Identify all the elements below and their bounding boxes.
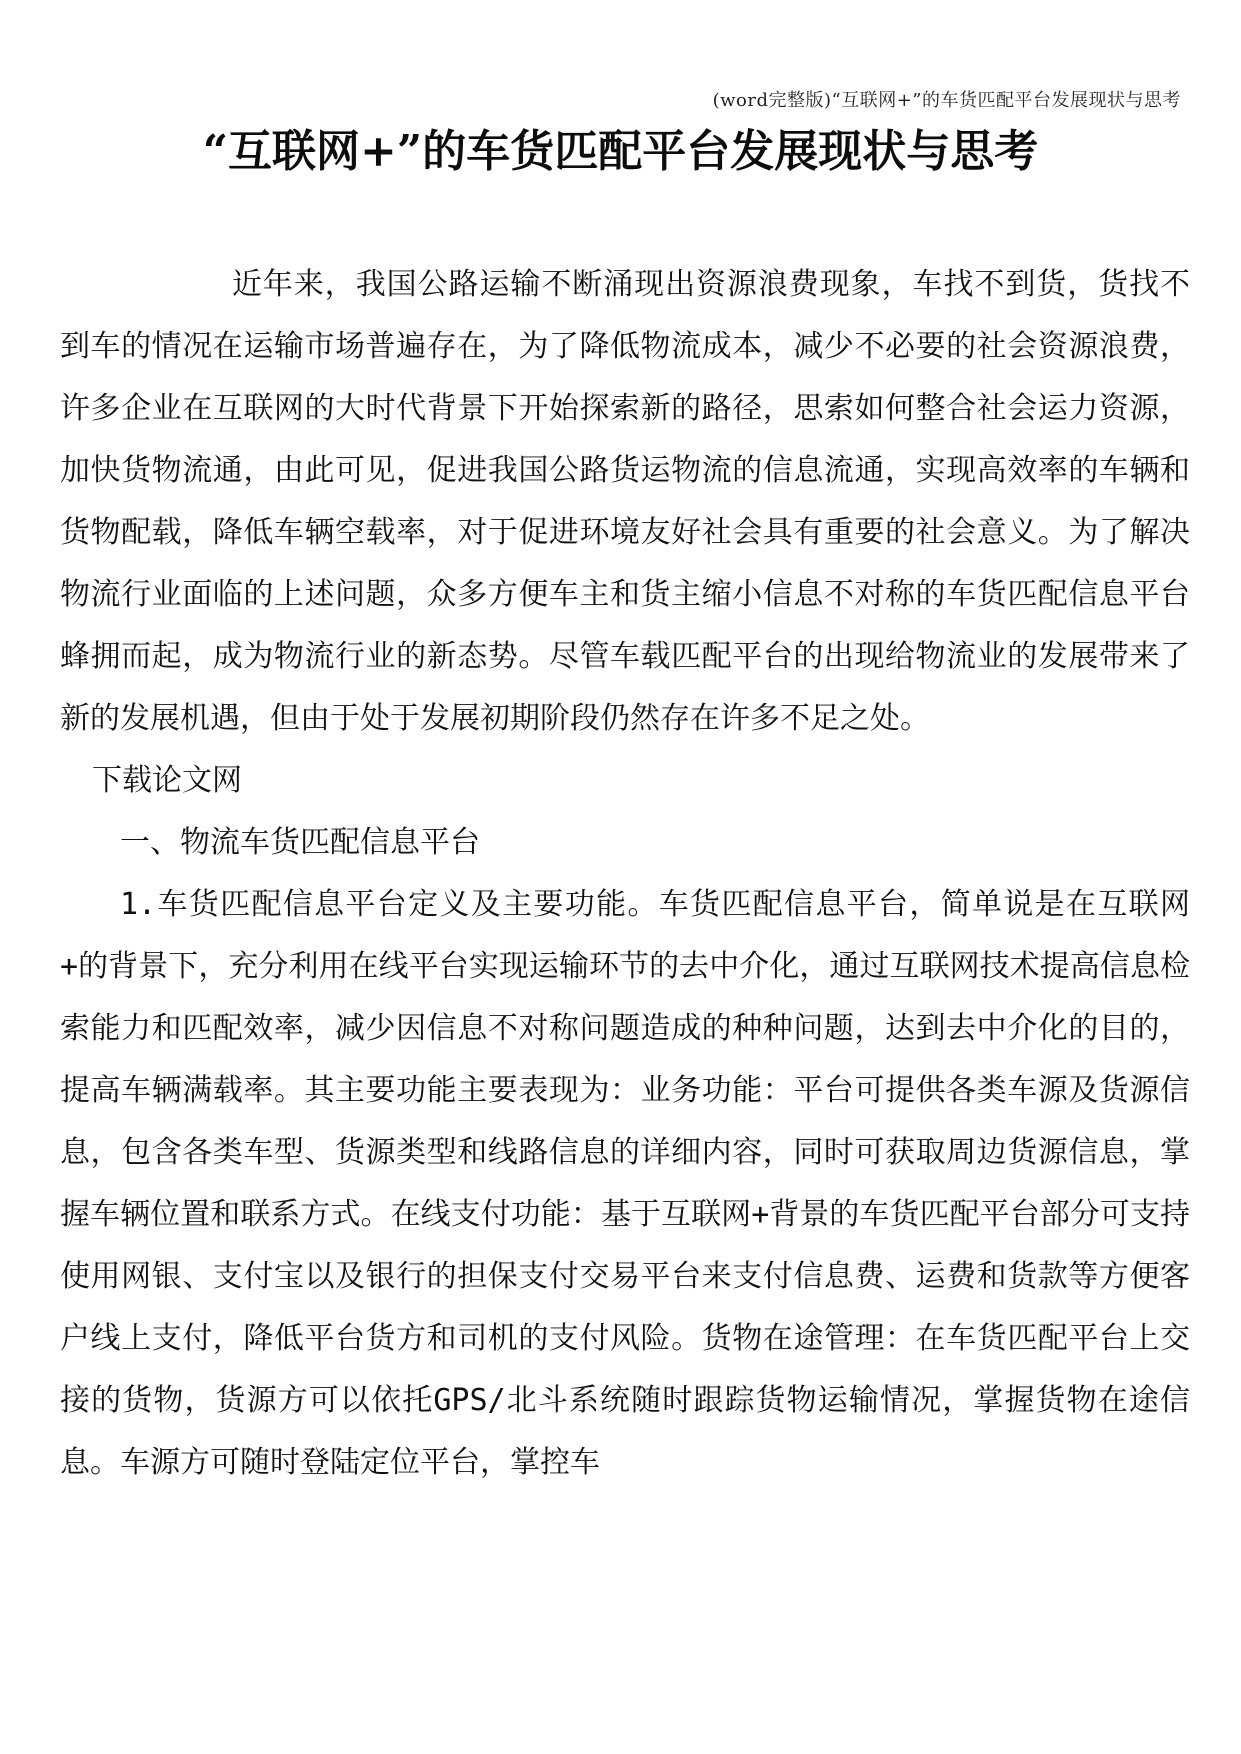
paragraph-source-note: 下载论文网 xyxy=(92,763,242,798)
document-title: “互联网+”的车货匹配平台发展现状与思考 xyxy=(202,126,1039,177)
section-heading: 一、物流车货匹配信息平台 xyxy=(120,825,480,860)
document-body xyxy=(60,254,1190,1494)
running-header: (word完整版)“互联网+”的车货匹配平台发展现状与思考 xyxy=(712,90,1181,111)
paragraph-intro: 近年来，我国公路运输不断涌现出资源浪费现象，车找不到货，货找不到车的情况在运输市场普遍存在，为了降低物流成本，减少不必要的社会资源浪费，许多企业在互联网的大时代背景下开始探索新的路径，思索如何整合社会运力资源，加快货物流通，由此可见，促进我国公路货运物流的信息流通，实现高效率的车辆和货物配载，降低车辆空载率，对于促进环境友好社会具有重要的社会意义。为了解决物流行业面临的上述问题，众多方便车主和货主缩小信息不对称的车货匹配信息平台蜂拥而起，成为物流行业的新态势。尽管车载匹配平台的出现给物流业的发展带来了新的发展机遇，但由于处于发展初期阶段仍然存在许多不足之处。 xyxy=(60,267,1190,736)
paragraph-definition: 1.车货匹配信息平台定义及主要功能。车货匹配信息平台，简单说是在互联网+的背景下，充分利用在线平台实现运输环节的去中介化，通过互联网技术提高信息检索能力和匹配效率，减少因信息不对称问题造成的种种问题，达到去中介化的目的，提高车辆满载率。其主要功能主要表现为：业务功能：平台可提供各类车源及货源信息，包含各类车型、货源类型和线路信息的详细内容，同时可获取周边货源信息，掌握车辆位置和联系方式。在线支付功能：基于互联网+背景的车货匹配平台部分可支持使用网银、支付宝以及银行的担保支付交易平台来支付信息费、运费和货款等方便客户线上支付，降低平台货方和司机的支付风险。货物在途管理：在车货匹配平台上交接的货物，货源方可以依托GPS/北斗系统随时跟踪货物运输情况，掌握货物在途信息。车源方可随时登陆定位平台，掌控车 xyxy=(60,887,1190,1480)
